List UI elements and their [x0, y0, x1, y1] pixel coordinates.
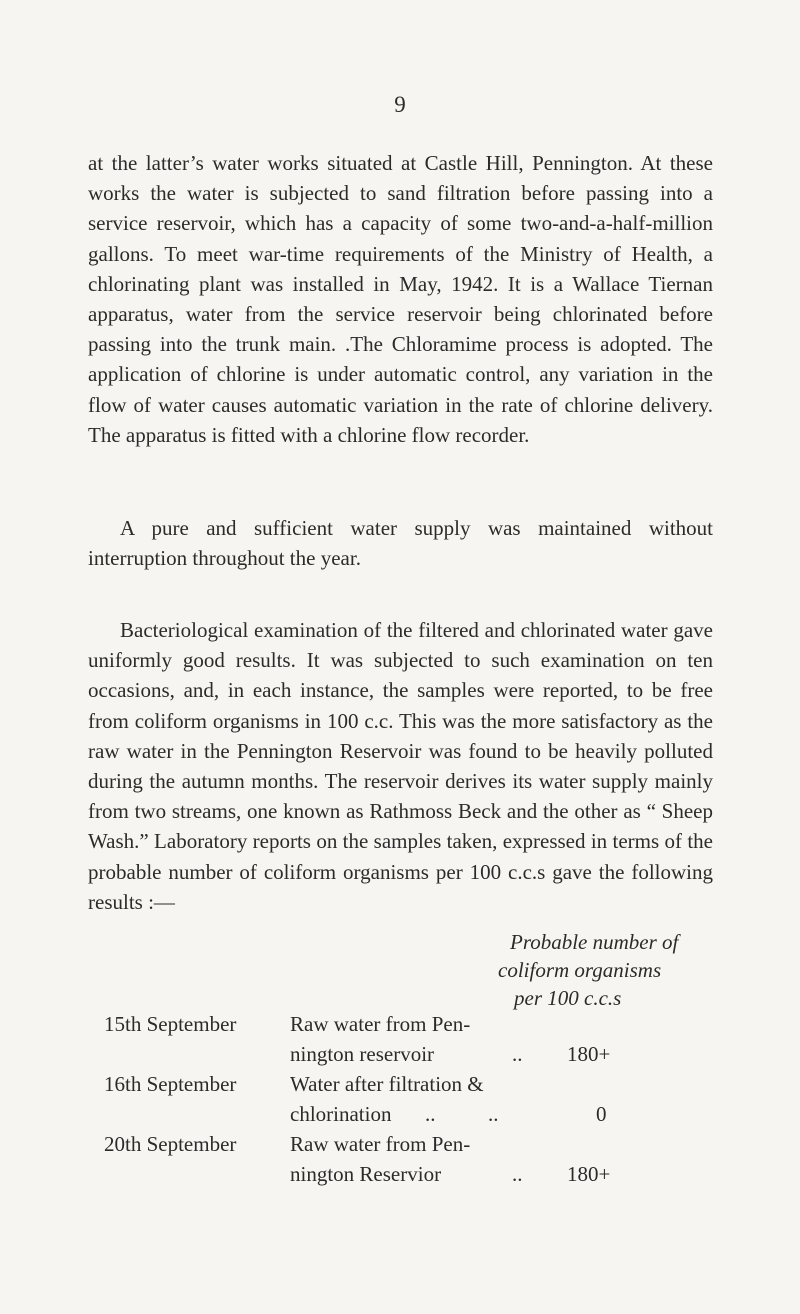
table-row-value: 180+	[567, 1042, 611, 1066]
heading-line: per 100 c.c.s	[514, 986, 622, 1010]
table-row-desc: Raw water from Pen-	[290, 1012, 471, 1036]
table-row-desc: chlorination	[290, 1102, 392, 1126]
page-number: 9	[394, 92, 406, 117]
heading-line: coliform organisms	[498, 958, 662, 982]
paragraph-text: Bacteriological examination of the filtered and chlorinated water gave uniformly good results. It was subjected to such examination on ten occasions, and, in each instance, the samples were reported, to be free from coliform organisms in 100 c.c. This was the more satisfactory as the raw water in the Pennington Reservoir was found to be heavily polluted during the autumn months. The reservoir derives its water supply mainly from two streams, one known as Rathmoss Beck and the other as “ Sheep Wash.” Laboratory reports on the samples taken, expressed in terms of the probable number of coliform organisms per 100 c.c.s gave the following results :—	[88, 618, 713, 914]
table-row-desc: nington reservoir	[290, 1042, 435, 1066]
table-row-desc: Raw water from Pen-	[290, 1132, 471, 1156]
table-row-value: 180+	[567, 1162, 611, 1186]
table-row-date: 20th September	[104, 1132, 237, 1156]
paragraph-bacteriological	[88, 615, 713, 917]
dot-leader: ..	[512, 1042, 523, 1066]
dot-leader: .. ..	[425, 1102, 499, 1126]
paragraph-water-supply	[88, 513, 713, 573]
table-row-date: 16th September	[104, 1072, 237, 1096]
table-column-heading	[470, 928, 710, 1012]
table-row-desc: nington Reservior	[290, 1162, 442, 1186]
dot-leader: ..	[512, 1162, 523, 1186]
table-row-date: 15th September	[104, 1012, 237, 1036]
paragraph-text: at the latter’s water works situated at Castle Hill, Pennington. At these works the water is subjected to sand filtration before passing into a service reservoir, which has a capacity of some two-and-a-half-million gallons. To meet war-time requirements of the Ministry of Health, a chlorinating plant was installed in May, 1942. It is a Wallace Tiernan apparatus, water from the service reservoir being chlorinated before passing into the trunk main. .The Chloramime process is adopted. The application of chlorine is under automatic control, any variation in the flow of water causes automatic variation in the rate of chlorine delivery. The apparatus is fitted with a chlorine flow recorder.	[88, 151, 713, 447]
paragraph-water-works	[88, 148, 713, 450]
heading-line: Probable number of	[510, 930, 679, 954]
table-row-desc: Water after filtration &	[290, 1072, 484, 1096]
paragraph-text: A pure and sufficient water supply was maintained without interruption throughout the year.	[88, 516, 713, 571]
table-row-value: 0	[596, 1102, 607, 1126]
